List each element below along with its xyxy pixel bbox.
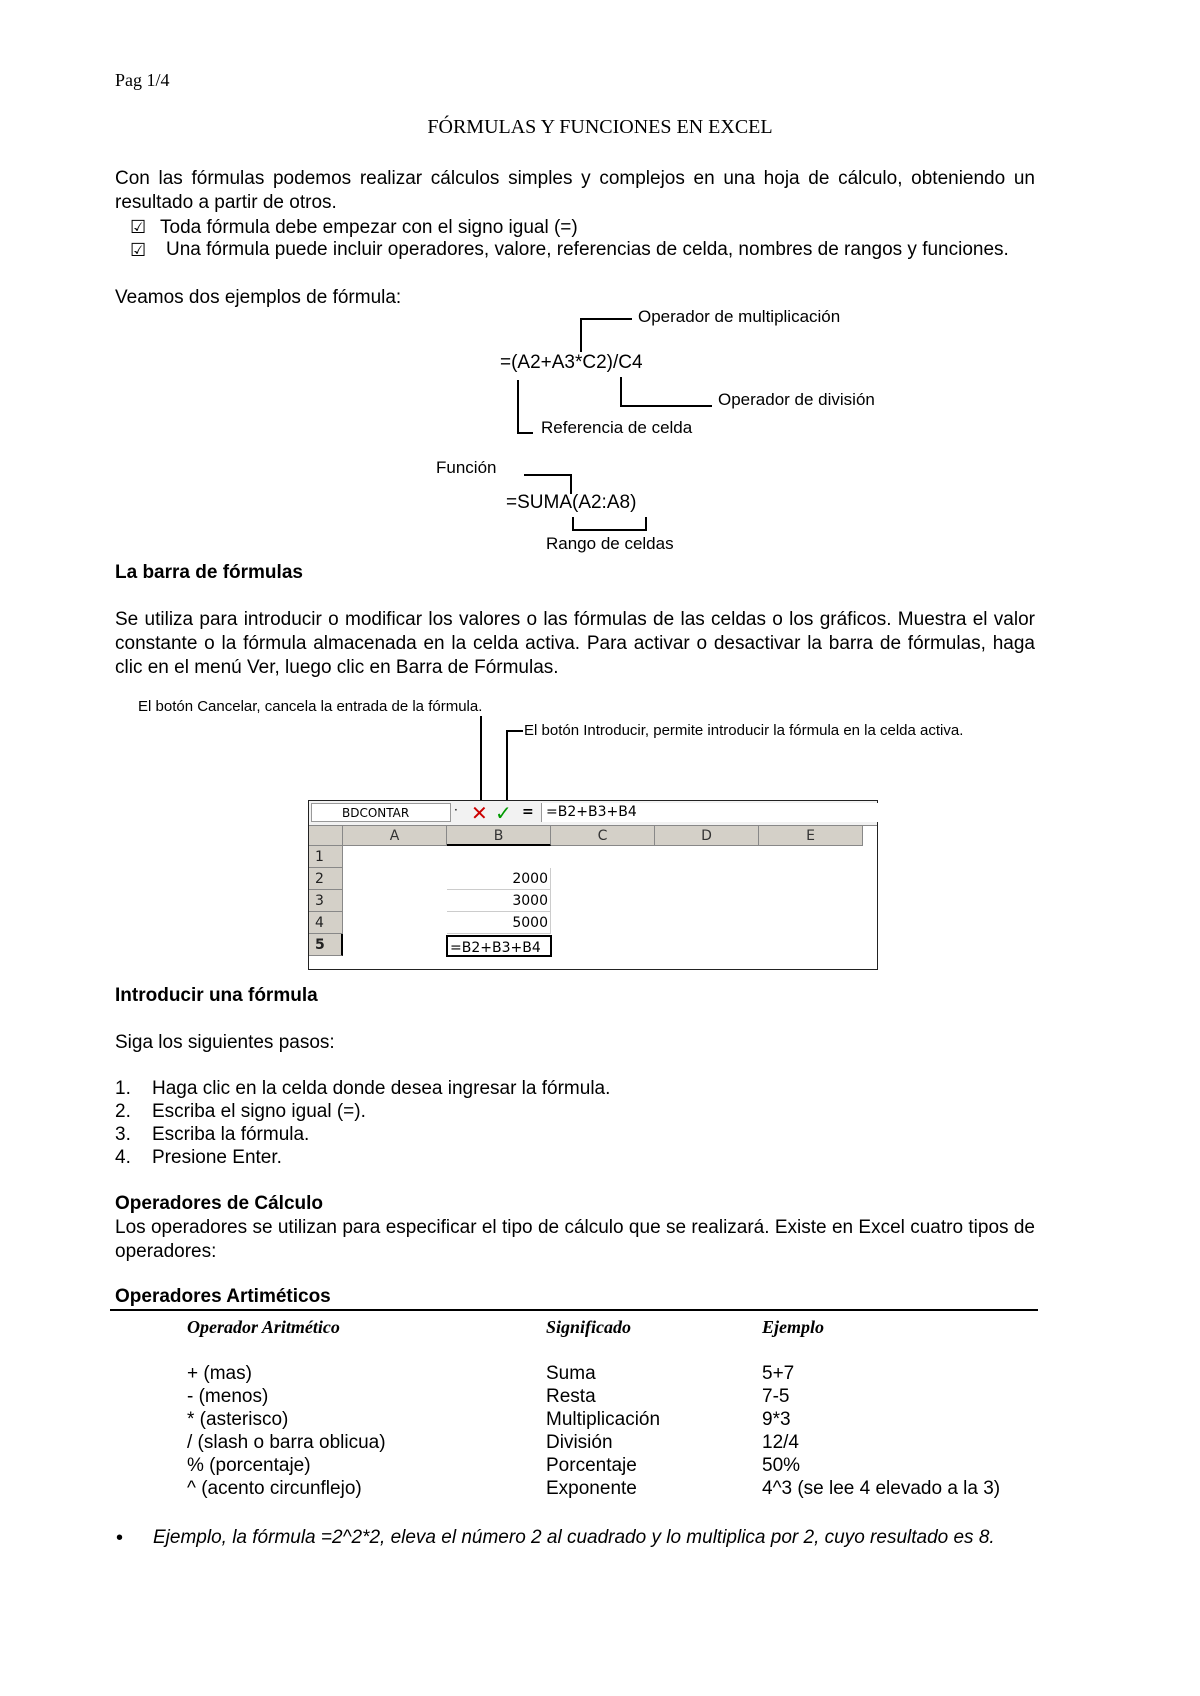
checklist-text: Una fórmula puede incluir operadores, valore, referencias de celda, nombres de rangos y funciones. [166, 239, 1009, 260]
section-heading-arithmetic: Operadores Artiméticos [115, 1286, 331, 1307]
column-header-d[interactable]: D [655, 826, 759, 846]
formula-input[interactable]: =B2+B3+B4 [541, 803, 878, 822]
column-header-b[interactable]: B [447, 826, 551, 846]
label-function: Función [436, 458, 497, 477]
row-header-5[interactable]: 5 [309, 934, 343, 956]
step-item: 4. Presione Enter. [115, 1147, 282, 1168]
example-note: Ejemplo, la fórmula =2^2*2, eleva el número 2 al cuadrado y lo multiplica por 2, cuyo resultado es 8. [153, 1527, 995, 1548]
formula-example-1: =(A2+A3*C2)/C4 [500, 352, 643, 373]
label-cell-range: Rango de celdas [546, 534, 674, 553]
section-heading-operators: Operadores de Cálculo [115, 1193, 324, 1214]
bullet-icon: • [116, 1527, 124, 1549]
label-cell-reference: Referencia de celda [541, 418, 693, 437]
label-enter-button: El botón Introducir, permite introducir la fórmula en la celda activa. [524, 722, 964, 739]
row-header-4[interactable]: 4 [309, 912, 343, 934]
column-header-e[interactable]: E [759, 826, 863, 846]
cell-b2[interactable]: 2000 [447, 868, 551, 890]
label-cancel-button: El botón Cancelar, cancela la entrada de la fórmula. [138, 698, 483, 715]
cell-b5-active[interactable]: =B2+B3+B4 [446, 935, 552, 957]
checkbox-icon: ☑ [130, 240, 147, 260]
label-division-operator: Operador de división [718, 390, 875, 409]
operators-paragraph: Los operadores se utilizan para especificar el tipo de cálculo que se realizará. Existe en Excel cuatro tipos de operadores: [115, 1217, 1035, 1262]
row-header-3[interactable]: 3 [309, 890, 343, 912]
step-item: 2. Escriba el signo igual (=). [115, 1101, 366, 1122]
page-number: Pag 1/4 [115, 70, 170, 90]
checklist-text: Toda fórmula debe empezar con el signo igual (=) [160, 217, 578, 238]
section-heading-enter-formula: Introducir una fórmula [115, 985, 318, 1006]
formula-bar-paragraph: Se utiliza para introducir o modificar los valores o las fórmulas de las celdas o los gráficos. Muestra el valor constante o la fórmula almacenada en la celda activa. Para activar o desactivar la barra de fórmulas, haga clic en el menú Ver, luego clic en Barra de Fórmulas. [115, 609, 1035, 678]
excel-screenshot [308, 800, 878, 970]
column-header: Significado [546, 1317, 632, 1337]
examples-intro: Veamos dos ejemplos de fórmula: [115, 287, 402, 308]
steps-intro: Siga los siguientes pasos: [115, 1032, 335, 1053]
page-title: FÓRMULAS Y FUNCIONES EN EXCEL [427, 116, 773, 138]
column-header-c[interactable]: C [551, 826, 655, 846]
formula-bar [309, 801, 877, 826]
name-box-dropdown-icon[interactable]: · [454, 803, 458, 817]
label-multiplication-operator: Operador de multiplicación [638, 307, 841, 326]
checkbox-icon: ☑ [130, 217, 147, 237]
select-all-corner[interactable] [309, 826, 343, 846]
row-header-2[interactable]: 2 [309, 868, 343, 890]
checklist-item [130, 215, 1035, 240]
cell-b4[interactable]: 5000 [447, 912, 551, 934]
step-item: 1. Haga clic en la celda donde desea ingresar la fórmula. [115, 1078, 611, 1099]
column-header-a[interactable]: A [343, 826, 447, 846]
cancel-icon[interactable]: ✕ [471, 801, 488, 825]
column-header: Operador Aritmético [187, 1317, 340, 1337]
checklist-item [130, 238, 1035, 262]
formula-example-2: =SUMA(A2:A8) [506, 492, 637, 513]
equals-icon[interactable]: = [522, 804, 534, 820]
column-header: Ejemplo [762, 1317, 824, 1337]
cell-b3[interactable]: 3000 [447, 890, 551, 912]
intro-paragraph: Con las fórmulas podemos realizar cálculos simples y complejos en una hoja de cálculo, obteniendo un resultado a partir de otros. [115, 168, 1035, 213]
step-item: 3. Escriba la fórmula. [115, 1124, 310, 1145]
name-box[interactable]: BDCONTAR [311, 803, 451, 822]
row-header-1[interactable]: 1 [309, 846, 343, 868]
enter-check-icon[interactable]: ✓ [495, 801, 512, 825]
section-heading-formula-bar: La barra de fórmulas [115, 562, 303, 583]
